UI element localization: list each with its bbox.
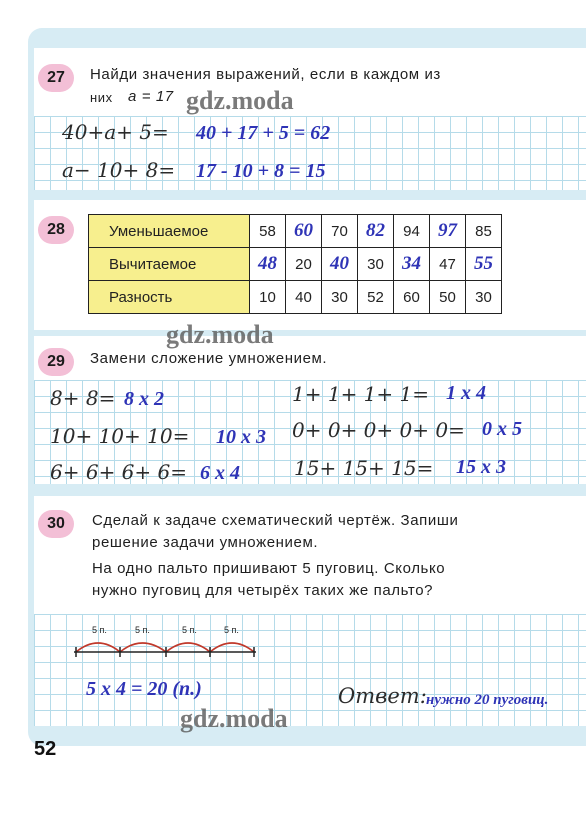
exercise-27-expression-1: 40+a+ 5=	[62, 120, 169, 144]
table-cell-answer: 40	[322, 248, 358, 281]
table-cell: 52	[358, 281, 394, 314]
segment-label: 5 п.	[182, 625, 197, 635]
segment-label: 5 п.	[92, 625, 107, 635]
exercise-29-answer-2: 1 x 4	[446, 382, 486, 404]
table-cell: 50	[430, 281, 466, 314]
exercise-30-text-line2: решение задачи умножением.	[92, 534, 319, 551]
table-cell: 30	[358, 248, 394, 281]
row-label: Разность	[89, 281, 250, 314]
exercise-27-text-line1: Найди значения выражений, если в каждом из	[90, 66, 441, 83]
exercise-number-29: 29	[38, 348, 74, 376]
exercise-30-answer: нужно 20 пуговиц.	[426, 692, 549, 708]
table-cell-answer: 82	[358, 215, 394, 248]
exercise-29-expression-4: 0+ 0+ 0+ 0+ 0=	[292, 418, 465, 442]
exercise-29-answer-4: 0 x 5	[482, 418, 522, 440]
subtraction-table	[88, 214, 502, 314]
table-row-minuend	[89, 215, 502, 248]
table-cell-answer: 34	[394, 248, 430, 281]
watermark: gdz.moda	[166, 320, 274, 349]
table-cell: 40	[286, 281, 322, 314]
exercise-number-30: 30	[38, 510, 74, 538]
table-row-difference	[89, 281, 502, 314]
exercise-29-answer-1: 8 x 2	[124, 388, 164, 410]
exercise-29-answer-5: 6 x 4	[200, 462, 240, 484]
table-cell-answer: 60	[286, 215, 322, 248]
table-cell-answer: 48	[250, 248, 286, 281]
row-label: Уменьшаемое	[89, 215, 250, 248]
answer-label: Ответ:	[338, 684, 427, 708]
exercise-number-27: 27	[38, 64, 74, 92]
exercise-29-expression-5: 6+ 6+ 6+ 6=	[50, 460, 188, 484]
exercise-30-task-line1: На одно пальто пришивают 5 пуговиц. Сколько	[92, 560, 446, 577]
exercise-29-expression-6: 15+ 15+ 15=	[294, 456, 434, 480]
table-cell: 20	[286, 248, 322, 281]
table-cell: 85	[466, 215, 502, 248]
exercise-30-task-line2: нужно пуговиц для четырёх таких же пальто?	[92, 582, 434, 599]
segment-arcs	[76, 643, 254, 652]
exercise-29-expression-3: 10+ 10+ 10=	[50, 424, 190, 448]
table-cell: 30	[322, 281, 358, 314]
table-cell: 47	[430, 248, 466, 281]
table-cell-answer: 97	[430, 215, 466, 248]
exercise-29-answer-3: 10 x 3	[216, 426, 266, 448]
table-cell: 60	[394, 281, 430, 314]
exercise-29-expression-1: 8+ 8=	[50, 386, 116, 410]
exercise-30-solution: 5 x 4 = 20 (п.)	[86, 678, 202, 700]
table-cell-answer: 55	[466, 248, 502, 281]
exercise-number-28: 28	[38, 216, 74, 244]
table-row-subtrahend	[89, 248, 502, 281]
exercise-29-expression-2: 1+ 1+ 1+ 1=	[292, 382, 430, 406]
table-cell: 58	[250, 215, 286, 248]
exercise-27-condition: a = 17	[128, 88, 174, 105]
table-cell: 10	[250, 281, 286, 314]
scheme-drawing	[70, 620, 270, 666]
exercise-30-text-line1: Сделай к задаче схематический чертёж. Запиши	[92, 512, 459, 529]
exercise-27-answer-1: 40 + 17 + 5 = 62	[196, 122, 331, 144]
row-label: Вычитаемое	[89, 248, 250, 281]
exercise-29-answer-6: 15 x 3	[456, 456, 506, 478]
page-number: 52	[34, 738, 57, 760]
segment-label: 5 п.	[135, 625, 150, 635]
watermark: gdz.moda	[186, 86, 294, 115]
exercise-27-answer-2: 17 - 10 + 8 = 15	[196, 160, 326, 182]
segment-label: 5 п.	[224, 625, 239, 635]
table-cell: 30	[466, 281, 502, 314]
exercise-27-expression-2: a− 10+ 8=	[62, 158, 176, 182]
exercise-29-title: Замени сложение умножением.	[90, 350, 328, 367]
table-cell: 94	[394, 215, 430, 248]
watermark: gdz.moda	[180, 704, 288, 733]
table-cell: 70	[322, 215, 358, 248]
exercise-27-text-line2: них	[90, 90, 113, 105]
